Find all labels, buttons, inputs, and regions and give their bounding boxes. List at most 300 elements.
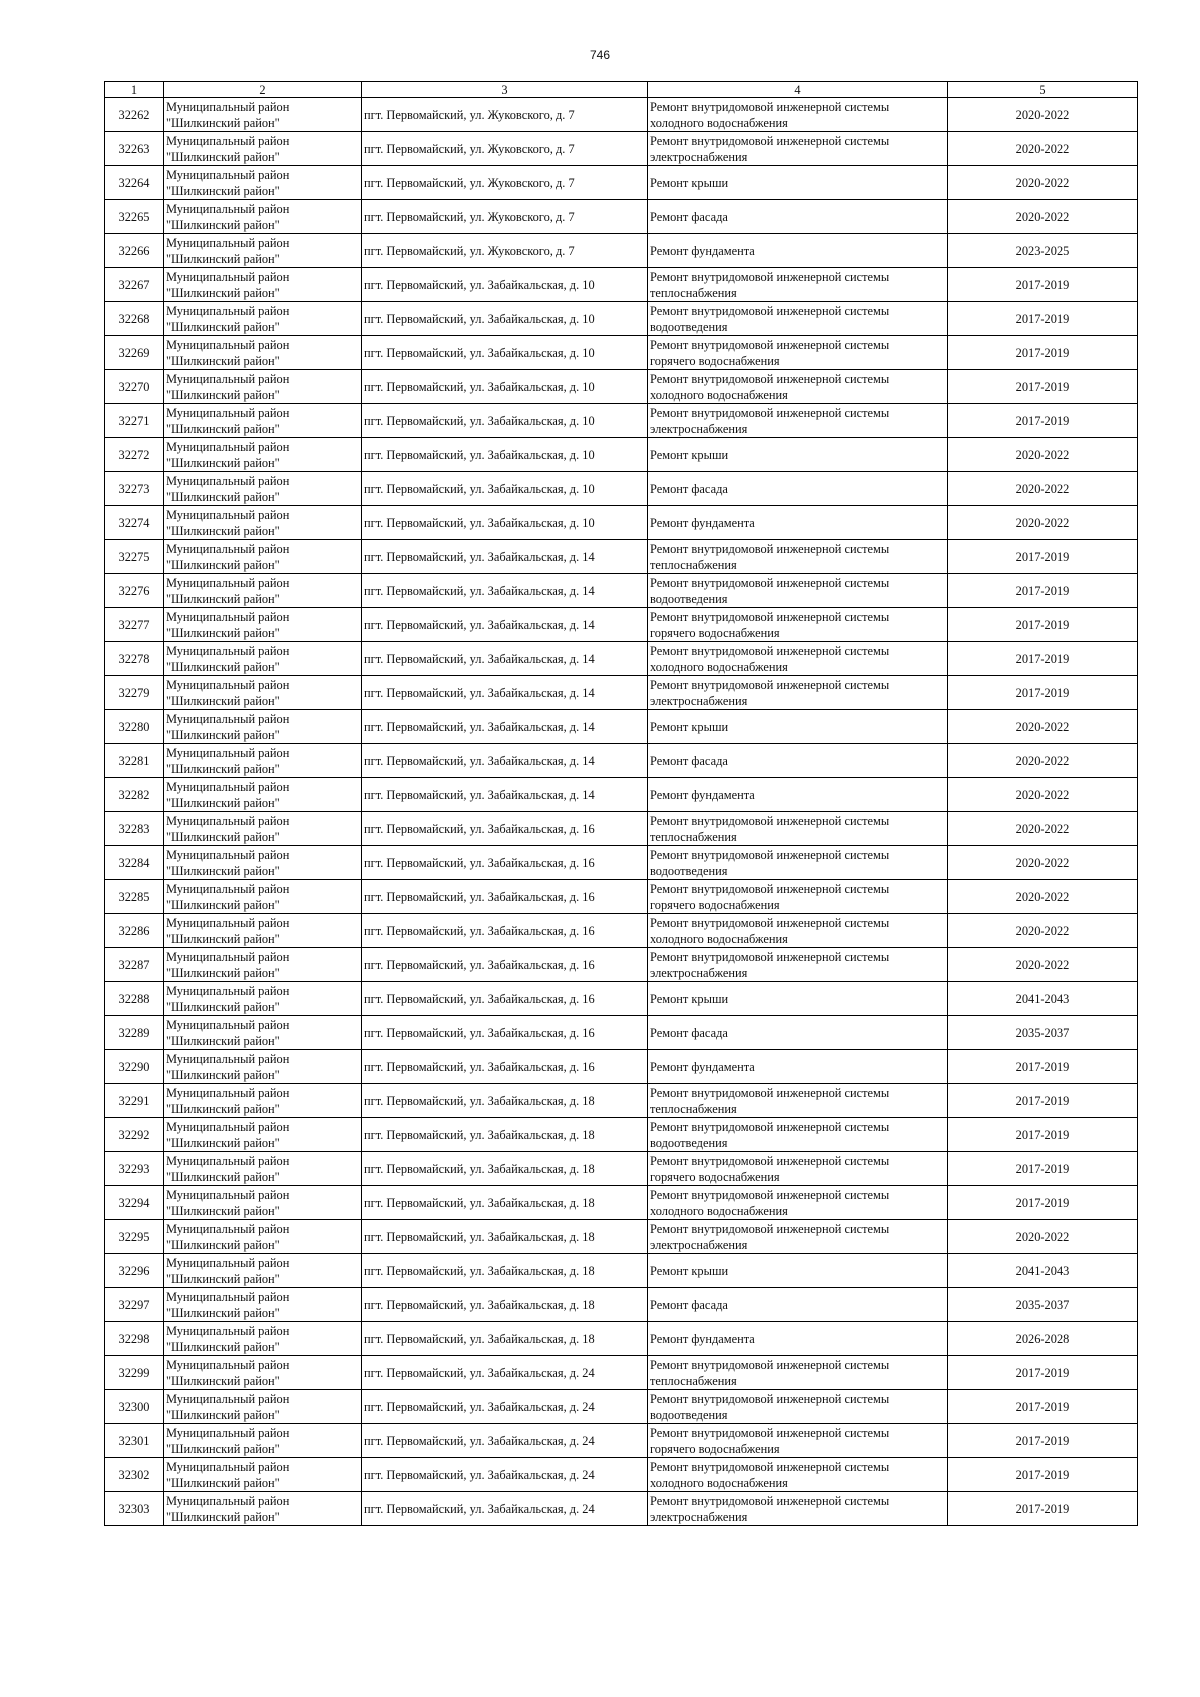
period-cell: 2020-2022 [948, 472, 1138, 506]
table-row [105, 166, 1138, 200]
municipality-line: "Шилкинский район" [166, 1407, 280, 1422]
work-type-cell [648, 1084, 948, 1118]
table-row [105, 948, 1138, 982]
row-number-cell: 32298 [105, 1322, 164, 1356]
work-type-cell [648, 642, 948, 676]
row-number-cell: 32289 [105, 1016, 164, 1050]
work-type-line: Ремонт внутридомовой инженерной системы [650, 405, 890, 420]
table-row [105, 1390, 1138, 1424]
column-header: 3 [362, 82, 648, 98]
municipality-cell [164, 812, 362, 846]
table-row [105, 1254, 1138, 1288]
work-type-cell [648, 200, 948, 234]
table-row [105, 1186, 1138, 1220]
table-row [105, 268, 1138, 302]
table-row [105, 370, 1138, 404]
municipality-cell [164, 1050, 362, 1084]
address-cell: пгт. Первомайский, ул. Забайкальская, д. 24 [362, 1492, 648, 1526]
table-row [105, 914, 1138, 948]
work-type-line: Ремонт внутридомовой инженерной системы [650, 609, 890, 624]
address-cell: пгт. Первомайский, ул. Жуковского, д. 7 [362, 132, 648, 166]
row-number-cell: 32293 [105, 1152, 164, 1186]
work-type-cell [648, 98, 948, 132]
work-type-cell [648, 778, 948, 812]
work-type-line: теплоснабжения [650, 557, 737, 572]
row-number-cell: 32276 [105, 574, 164, 608]
municipality-line: "Шилкинский район" [166, 659, 280, 674]
work-type-line: Ремонт крыши [650, 447, 729, 462]
municipality-line: "Шилкинский район" [166, 1339, 280, 1354]
municipality-cell [164, 302, 362, 336]
work-type-cell [648, 1322, 948, 1356]
work-type-line: Ремонт фундамента [650, 1331, 755, 1346]
address-cell: пгт. Первомайский, ул. Забайкальская, д. 10 [362, 438, 648, 472]
municipality-line: "Шилкинский район" [166, 251, 280, 266]
address-cell: пгт. Первомайский, ул. Забайкальская, д. 16 [362, 846, 648, 880]
address-cell: пгт. Первомайский, ул. Забайкальская, д. 18 [362, 1220, 648, 1254]
table-row [105, 1356, 1138, 1390]
address-cell: пгт. Первомайский, ул. Забайкальская, д. 24 [362, 1424, 648, 1458]
municipality-line: "Шилкинский район" [166, 1441, 280, 1456]
address-cell: пгт. Первомайский, ул. Забайкальская, д. 14 [362, 574, 648, 608]
period-cell: 2017-2019 [948, 642, 1138, 676]
work-type-line: Ремонт внутридомовой инженерной системы [650, 269, 890, 284]
table-row [105, 744, 1138, 778]
table-row [105, 982, 1138, 1016]
municipality-cell [164, 166, 362, 200]
municipality-line: "Шилкинский район" [166, 795, 280, 810]
municipality-line: "Шилкинский район" [166, 761, 280, 776]
work-type-cell [648, 710, 948, 744]
municipality-cell [164, 1322, 362, 1356]
row-number-cell: 32267 [105, 268, 164, 302]
municipality-line: "Шилкинский район" [166, 1509, 280, 1524]
municipality-line: "Шилкинский район" [166, 353, 280, 368]
municipality-line: Муниципальный район [166, 1391, 290, 1406]
municipality-cell [164, 744, 362, 778]
address-cell: пгт. Первомайский, ул. Забайкальская, д. 16 [362, 812, 648, 846]
work-type-line: Ремонт внутридомовой инженерной системы [650, 677, 890, 692]
municipality-cell [164, 472, 362, 506]
row-number-cell: 32288 [105, 982, 164, 1016]
row-number-cell: 32279 [105, 676, 164, 710]
work-type-line: теплоснабжения [650, 1373, 737, 1388]
work-type-line: водоотведения [650, 1407, 728, 1422]
work-type-cell [648, 166, 948, 200]
municipality-line: "Шилкинский район" [166, 421, 280, 436]
municipality-line: "Шилкинский район" [166, 319, 280, 334]
work-type-line: Ремонт внутридомовой инженерной системы [650, 643, 890, 658]
work-type-line: Ремонт крыши [650, 991, 729, 1006]
work-type-cell [648, 1152, 948, 1186]
period-cell: 2017-2019 [948, 302, 1138, 336]
municipality-cell [164, 1152, 362, 1186]
row-number-cell: 32287 [105, 948, 164, 982]
work-type-cell [648, 846, 948, 880]
municipality-line: Муниципальный район [166, 1323, 290, 1338]
table-row [105, 710, 1138, 744]
municipality-line: Муниципальный район [166, 915, 290, 930]
table-row [105, 234, 1138, 268]
row-number-cell: 32290 [105, 1050, 164, 1084]
municipality-line: Муниципальный район [166, 201, 290, 216]
municipality-line: Муниципальный район [166, 575, 290, 590]
municipality-line: Муниципальный район [166, 1357, 290, 1372]
work-type-line: водоотведения [650, 319, 728, 334]
address-cell: пгт. Первомайский, ул. Жуковского, д. 7 [362, 234, 648, 268]
table-row [105, 336, 1138, 370]
table-row [105, 506, 1138, 540]
municipality-line: "Шилкинский район" [166, 727, 280, 742]
municipality-line: "Шилкинский район" [166, 1135, 280, 1150]
municipality-cell [164, 132, 362, 166]
address-cell: пгт. Первомайский, ул. Забайкальская, д. 16 [362, 914, 648, 948]
address-cell: пгт. Первомайский, ул. Забайкальская, д. 18 [362, 1254, 648, 1288]
municipality-cell [164, 1220, 362, 1254]
row-number-cell: 32266 [105, 234, 164, 268]
address-cell: пгт. Первомайский, ул. Жуковского, д. 7 [362, 98, 648, 132]
municipality-cell [164, 540, 362, 574]
table-row [105, 812, 1138, 846]
municipality-line: "Шилкинский район" [166, 1475, 280, 1490]
municipality-cell [164, 676, 362, 710]
work-type-cell [648, 506, 948, 540]
period-cell: 2020-2022 [948, 200, 1138, 234]
work-type-line: электроснабжения [650, 149, 748, 164]
work-type-line: электроснабжения [650, 965, 748, 980]
work-type-line: Ремонт внутридомовой инженерной системы [650, 949, 890, 964]
table-row [105, 642, 1138, 676]
address-cell: пгт. Первомайский, ул. Забайкальская, д. 10 [362, 336, 648, 370]
municipality-line: Муниципальный район [166, 1425, 290, 1440]
work-type-cell [648, 1492, 948, 1526]
municipality-line: Муниципальный район [166, 133, 290, 148]
address-cell: пгт. Первомайский, ул. Жуковского, д. 7 [362, 200, 648, 234]
municipality-cell [164, 438, 362, 472]
municipality-line: "Шилкинский район" [166, 1101, 280, 1116]
address-cell: пгт. Первомайский, ул. Забайкальская, д. 14 [362, 676, 648, 710]
address-cell: пгт. Первомайский, ул. Забайкальская, д. 14 [362, 710, 648, 744]
work-type-cell [648, 234, 948, 268]
work-type-cell [648, 948, 948, 982]
municipality-line: Муниципальный район [166, 813, 290, 828]
period-cell: 2020-2022 [948, 880, 1138, 914]
table-row [105, 1220, 1138, 1254]
municipality-line: "Шилкинский район" [166, 183, 280, 198]
work-type-cell [648, 1390, 948, 1424]
municipality-line: Муниципальный район [166, 711, 290, 726]
municipality-cell [164, 1458, 362, 1492]
work-type-line: Ремонт внутридомовой инженерной системы [650, 1391, 890, 1406]
address-cell: пгт. Первомайский, ул. Забайкальская, д. 10 [362, 268, 648, 302]
row-number-cell: 32292 [105, 1118, 164, 1152]
municipality-line: "Шилкинский район" [166, 999, 280, 1014]
municipality-line: Муниципальный район [166, 507, 290, 522]
address-cell: пгт. Первомайский, ул. Забайкальская, д. 16 [362, 1016, 648, 1050]
work-type-line: Ремонт внутридомовой инженерной системы [650, 1459, 890, 1474]
work-type-line: Ремонт внутридомовой инженерной системы [650, 847, 890, 862]
address-cell: пгт. Первомайский, ул. Забайкальская, д. 14 [362, 744, 648, 778]
work-type-line: холодного водоснабжения [650, 659, 788, 674]
municipality-cell [164, 1084, 362, 1118]
municipality-cell [164, 982, 362, 1016]
row-number-cell: 32280 [105, 710, 164, 744]
municipality-line: Муниципальный район [166, 881, 290, 896]
address-cell: пгт. Первомайский, ул. Забайкальская, д. 10 [362, 506, 648, 540]
work-type-line: Ремонт внутридомовой инженерной системы [650, 1085, 890, 1100]
municipality-line: "Шилкинский район" [166, 591, 280, 606]
municipality-line: "Шилкинский район" [166, 285, 280, 300]
work-type-cell [648, 982, 948, 1016]
table-row [105, 1322, 1138, 1356]
address-cell: пгт. Первомайский, ул. Забайкальская, д. 14 [362, 778, 648, 812]
period-cell: 2017-2019 [948, 1492, 1138, 1526]
work-type-line: Ремонт внутридомовой инженерной системы [650, 99, 890, 114]
municipality-line: Муниципальный район [166, 983, 290, 998]
table-row [105, 540, 1138, 574]
work-type-line: горячего водоснабжения [650, 1169, 780, 1184]
work-type-line: Ремонт крыши [650, 1263, 729, 1278]
period-cell: 2041-2043 [948, 982, 1138, 1016]
period-cell: 2017-2019 [948, 370, 1138, 404]
work-type-line: электроснабжения [650, 693, 748, 708]
address-cell: пгт. Первомайский, ул. Забайкальская, д. 18 [362, 1186, 648, 1220]
row-number-cell: 32281 [105, 744, 164, 778]
address-cell: пгт. Первомайский, ул. Забайкальская, д. 10 [362, 302, 648, 336]
period-cell: 2020-2022 [948, 98, 1138, 132]
municipality-line: "Шилкинский район" [166, 455, 280, 470]
table-row [105, 98, 1138, 132]
period-cell: 2017-2019 [948, 336, 1138, 370]
period-cell: 2017-2019 [948, 1424, 1138, 1458]
column-number-header-row [105, 82, 1138, 98]
municipality-cell [164, 336, 362, 370]
municipality-line: Муниципальный район [166, 1051, 290, 1066]
work-type-line: горячего водоснабжения [650, 353, 780, 368]
period-cell: 2035-2037 [948, 1016, 1138, 1050]
work-type-line: горячего водоснабжения [650, 897, 780, 912]
period-cell: 2017-2019 [948, 404, 1138, 438]
address-cell: пгт. Первомайский, ул. Забайкальская, д. 10 [362, 472, 648, 506]
row-number-cell: 32278 [105, 642, 164, 676]
table-row [105, 200, 1138, 234]
municipality-line: "Шилкинский район" [166, 965, 280, 980]
municipality-line: Муниципальный район [166, 847, 290, 862]
work-type-line: водоотведения [650, 863, 728, 878]
work-type-cell [648, 744, 948, 778]
municipality-line: Муниципальный район [166, 371, 290, 386]
work-type-cell [648, 370, 948, 404]
work-type-cell [648, 472, 948, 506]
row-number-cell: 32295 [105, 1220, 164, 1254]
municipality-line: Муниципальный район [166, 643, 290, 658]
table-row [105, 1050, 1138, 1084]
municipality-line: Муниципальный район [166, 1255, 290, 1270]
work-type-line: холодного водоснабжения [650, 1203, 788, 1218]
row-number-cell: 32270 [105, 370, 164, 404]
period-cell: 2017-2019 [948, 608, 1138, 642]
work-type-line: Ремонт внутридомовой инженерной системы [650, 303, 890, 318]
address-cell: пгт. Первомайский, ул. Забайкальская, д. 18 [362, 1322, 648, 1356]
municipality-line: "Шилкинский район" [166, 863, 280, 878]
address-cell: пгт. Первомайский, ул. Забайкальская, д. 16 [362, 1050, 648, 1084]
municipality-line: "Шилкинский район" [166, 693, 280, 708]
municipality-cell [164, 710, 362, 744]
municipality-cell [164, 1424, 362, 1458]
work-type-line: Ремонт фундамента [650, 243, 755, 258]
address-cell: пгт. Первомайский, ул. Забайкальская, д. 18 [362, 1084, 648, 1118]
municipality-cell [164, 1254, 362, 1288]
municipality-cell [164, 1288, 362, 1322]
row-number-cell: 32268 [105, 302, 164, 336]
period-cell: 2020-2022 [948, 506, 1138, 540]
municipality-cell [164, 1492, 362, 1526]
table-row [105, 404, 1138, 438]
period-cell: 2017-2019 [948, 1186, 1138, 1220]
work-type-line: холодного водоснабжения [650, 931, 788, 946]
row-number-cell: 32263 [105, 132, 164, 166]
municipality-cell [164, 948, 362, 982]
row-number-cell: 32285 [105, 880, 164, 914]
municipality-line: Муниципальный район [166, 269, 290, 284]
work-type-line: теплоснабжения [650, 1101, 737, 1116]
work-type-line: водоотведения [650, 1135, 728, 1150]
municipality-line: Муниципальный район [166, 677, 290, 692]
row-number-cell: 32294 [105, 1186, 164, 1220]
period-cell: 2017-2019 [948, 1084, 1138, 1118]
work-type-line: Ремонт внутридомовой инженерной системы [650, 1221, 890, 1236]
municipality-line: Муниципальный район [166, 949, 290, 964]
municipality-line: "Шилкинский район" [166, 1305, 280, 1320]
work-type-line: горячего водоснабжения [650, 625, 780, 640]
municipality-line: Муниципальный район [166, 745, 290, 760]
table-row [105, 778, 1138, 812]
period-cell: 2017-2019 [948, 1356, 1138, 1390]
address-cell: пгт. Первомайский, ул. Забайкальская, д. 18 [362, 1118, 648, 1152]
work-type-line: Ремонт фундамента [650, 787, 755, 802]
work-type-cell [648, 1458, 948, 1492]
work-type-line: Ремонт фасада [650, 209, 728, 224]
work-type-line: Ремонт внутридомовой инженерной системы [650, 881, 890, 896]
work-type-cell [648, 1016, 948, 1050]
municipality-line: "Шилкинский район" [166, 829, 280, 844]
municipality-line: "Шилкинский район" [166, 149, 280, 164]
period-cell: 2017-2019 [948, 1050, 1138, 1084]
table-row [105, 472, 1138, 506]
municipality-line: "Шилкинский район" [166, 387, 280, 402]
municipality-line: Муниципальный район [166, 1153, 290, 1168]
work-type-cell [648, 1220, 948, 1254]
municipality-line: "Шилкинский район" [166, 1203, 280, 1218]
municipality-line: "Шилкинский район" [166, 489, 280, 504]
municipality-line: "Шилкинский район" [166, 625, 280, 640]
work-type-cell [648, 1288, 948, 1322]
period-cell: 2020-2022 [948, 744, 1138, 778]
work-type-line: Ремонт внутридомовой инженерной системы [650, 371, 890, 386]
municipality-line: "Шилкинский район" [166, 931, 280, 946]
period-cell: 2017-2019 [948, 268, 1138, 302]
address-cell: пгт. Первомайский, ул. Забайкальская, д. 18 [362, 1152, 648, 1186]
period-cell: 2023-2025 [948, 234, 1138, 268]
municipality-line: "Шилкинский район" [166, 115, 280, 130]
address-cell: пгт. Первомайский, ул. Забайкальская, д. 10 [362, 404, 648, 438]
address-cell: пгт. Первомайский, ул. Забайкальская, д. 24 [362, 1458, 648, 1492]
municipality-line: Муниципальный район [166, 609, 290, 624]
work-type-cell [648, 268, 948, 302]
period-cell: 2017-2019 [948, 1152, 1138, 1186]
work-type-line: теплоснабжения [650, 829, 737, 844]
municipality-line: Муниципальный район [166, 1017, 290, 1032]
work-type-cell [648, 914, 948, 948]
municipality-line: Муниципальный район [166, 1289, 290, 1304]
period-cell: 2017-2019 [948, 676, 1138, 710]
municipality-cell [164, 1016, 362, 1050]
table-row [105, 846, 1138, 880]
address-cell: пгт. Первомайский, ул. Забайкальская, д. 10 [362, 370, 648, 404]
address-cell: пгт. Первомайский, ул. Забайкальская, д. 18 [362, 1288, 648, 1322]
address-cell: пгт. Первомайский, ул. Забайкальская, д. 14 [362, 642, 648, 676]
row-number-cell: 32303 [105, 1492, 164, 1526]
work-type-line: Ремонт фасада [650, 481, 728, 496]
period-cell: 2026-2028 [948, 1322, 1138, 1356]
page-number: 746 [589, 48, 611, 62]
repair-schedule-table [104, 81, 1138, 1526]
municipality-cell [164, 846, 362, 880]
table-row [105, 438, 1138, 472]
row-number-cell: 32282 [105, 778, 164, 812]
work-type-cell [648, 812, 948, 846]
work-type-cell [648, 880, 948, 914]
work-type-line: теплоснабжения [650, 285, 737, 300]
period-cell: 2017-2019 [948, 1390, 1138, 1424]
table-row [105, 1084, 1138, 1118]
work-type-line: Ремонт внутридомовой инженерной системы [650, 1493, 890, 1508]
row-number-cell: 32273 [105, 472, 164, 506]
municipality-cell [164, 370, 362, 404]
municipality-line: Муниципальный район [166, 405, 290, 420]
work-type-cell [648, 438, 948, 472]
work-type-line: холодного водоснабжения [650, 387, 788, 402]
work-type-line: Ремонт фасада [650, 1297, 728, 1312]
row-number-cell: 32272 [105, 438, 164, 472]
table-row [105, 1492, 1138, 1526]
row-number-cell: 32291 [105, 1084, 164, 1118]
period-cell: 2020-2022 [948, 846, 1138, 880]
work-type-cell [648, 1254, 948, 1288]
address-cell: пгт. Первомайский, ул. Забайкальская, д. 24 [362, 1356, 648, 1390]
work-type-cell [648, 574, 948, 608]
work-type-line: Ремонт фасада [650, 753, 728, 768]
period-cell: 2020-2022 [948, 812, 1138, 846]
row-number-cell: 32299 [105, 1356, 164, 1390]
table-row [105, 302, 1138, 336]
work-type-line: Ремонт внутридомовой инженерной системы [650, 1425, 890, 1440]
row-number-cell: 32265 [105, 200, 164, 234]
municipality-line: Муниципальный район [166, 541, 290, 556]
municipality-cell [164, 234, 362, 268]
table-row [105, 608, 1138, 642]
row-number-cell: 32277 [105, 608, 164, 642]
period-cell: 2020-2022 [948, 948, 1138, 982]
table-row [105, 1424, 1138, 1458]
work-type-line: Ремонт внутридомовой инженерной системы [650, 541, 890, 556]
address-cell: пгт. Первомайский, ул. Забайкальская, д. 24 [362, 1390, 648, 1424]
row-number-cell: 32283 [105, 812, 164, 846]
work-type-line: Ремонт внутридомовой инженерной системы [650, 575, 890, 590]
municipality-cell [164, 914, 362, 948]
period-cell: 2041-2043 [948, 1254, 1138, 1288]
row-number-cell: 32300 [105, 1390, 164, 1424]
